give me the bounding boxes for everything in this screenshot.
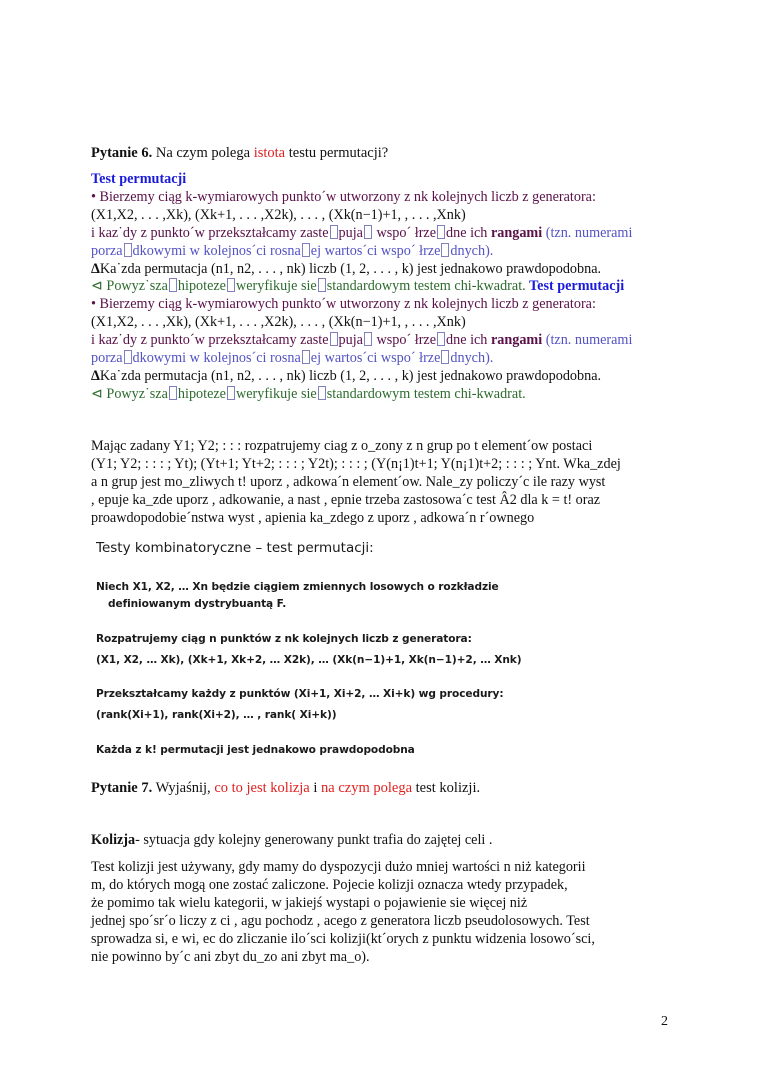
figure-line: (X1, X2, … Xk), (Xk+1, Xk+2, … X2k), … (Xk(n−1)+1, Xk(n−1)+2, … Xnk) [96,654,522,666]
missing-glyph-box [124,350,132,364]
missing-glyph-box [441,243,449,257]
permutation-test-figure [96,540,522,762]
perm-line-4-repeat: porza dkowymi w kolejnos´ci rosna ej wartos´ci wspo´ łrze dnych). [91,350,494,367]
missing-glyph-box [169,386,177,400]
missing-glyph-box [318,278,326,292]
delta-symbol: Δ [91,367,100,384]
figure-line: (rank(Xi+1), rank(Xi+2), … , rank( Xi+k)) [96,709,337,721]
missing-glyph-box [227,386,235,400]
figure-line: Rozpatrujemy ciąg n punktów z nk kolejnych liczb z generatora: [96,633,472,645]
perm-line-3-repeat: i kaz˙dy z punkto´w przekształcamy zaste puja wspo´ łrze dne ich rangami (tzn. numerami [91,332,633,349]
missing-glyph-box [227,278,235,292]
missing-glyph-box [318,386,326,400]
paragraph-grouped-permutation: Mając zadany Y1; Y2; : : : rozpatrujemy ciag z o_zony z n grup po t element´ow postaci (Y1; Y2; : : : ; Yt); (Yt+1; Yt+2; : : : ; Y2t); : : : ; (Y(n¡1)t+1; Y(n¡1)t+2; : : : ; Ynt. Wka_zdej a n grup jest mo_zliwych t! uporz , adkowa´n element´ow. Nale_zy policzy´c ile razy wyst , epuje ka_zde uporz , adkowanie, a nast , epnie trzeba zastosowa´c test Â2 dla k = t! oraz proawdopodobie´nstwa wyst , apienia ka_zdego z uporz , adkowa´n r´ownego [91,438,621,526]
perm-line-5-repeat: ΔKa˙zda permutacja (n1, n2, . . . , nk) liczb (1, 2, . . . , k) jest jednakowo prawdopodobna. [91,367,602,384]
perm-line-3: i kaz˙dy z punkto´w przekształcamy zaste puja wspo´ łrze dne ich rangami (tzn. numerami [91,224,633,241]
perm-line-6-repeat: ⊲ Powyz˙sza hipoteze weryfikuje sie standardowym testem chi-kwadrat. [91,385,526,402]
missing-glyph-box [302,350,310,364]
missing-glyph-box [302,243,310,257]
question-6-highlight: istota [253,145,286,161]
permutation-test-section [91,171,691,404]
missing-glyph-box [364,225,372,239]
question-7-label: Pytanie 7. [91,780,153,796]
collision-term: Kolizja [91,832,136,848]
question-7: Pytanie 7. Wyjaśnij, co to jest kolizja i na czym polega test kolizji. [91,780,481,796]
perm-line-5: ΔKa˙zda permutacja (n1, n2, . . . , nk) liczb (1, 2, . . . , k) jest jednakowo prawdopodobna. [91,260,602,277]
missing-glyph-box [437,332,445,346]
section-heading: Test permutacji [91,171,187,187]
figure-line: definiowanym dystrybuantą F. [108,598,287,610]
missing-glyph-box [437,225,445,239]
perm-line-1-repeat: • Bierzemy ciąg k-wymiarowych punkto´w utworzony z nk kolejnych liczb z generatora: [91,296,596,313]
figure-line: Niech X1, X2, … Xn będzie ciągiem zmiennych losowych o rozkładzie [96,581,499,593]
perm-line-4: porza dkowymi w kolejnos´ci rosna ej wartos´ci wspo´ łrze dnych). [91,242,494,259]
page-number: 2 [661,1014,668,1029]
paragraph-collision-test: Test kolizji jest używany, gdy mamy do dyspozycji dużo mniej wartości n niż kategorii m, do których mogą one zostać zaliczone. Pojecie kolizji oznacza wtedy przypadek, że pomimo tak wielu kategorii, w jakiejś wystapi o pojawienie sie więcej niż jednej spo´sr´o liczy z ci , agu pochodz , acego z generatora liczb pseudolosowych. Test sprowadza si, e wi, ec do zliczanie ilo´sci kolizji(kt´orych z punktu widzenia losowo´sci, nie powinno by´c ani zbyt du_zo ani zbyt ma_o). [91,859,595,965]
perm-line-1: • Bierzemy ciąg k-wymiarowych punkto´w utworzony z nk kolejnych liczb z generatora: [91,188,596,205]
figure-title: Testy kombinatoryczne – test permutacji: [96,540,374,556]
missing-glyph-box [364,332,372,346]
collision-definition: Kolizja- sytuacja gdy kolejny generowany punkt trafia do zajętej celi . [91,832,493,848]
question-6: Pytanie 6. Na czym polega istota testu permutacji? [91,145,389,161]
missing-glyph-box [330,225,338,239]
perm-line-2-repeat: (X1,X2, . . . ,Xk), (Xk+1, . . . ,X2k), . . . , (Xk(n−1)+1, , . . . ,Xnk) [91,314,466,331]
perm-line-2: (X1,X2, . . . ,Xk), (Xk+1, . . . ,X2k), . . . , (Xk(n−1)+1, , . . . ,Xnk) [91,206,466,223]
delta-symbol: Δ [91,260,100,277]
perm-line-6: ⊲ Powyz˙sza hipoteze weryfikuje sie standardowym testem chi-kwadrat. Test permutacji [91,278,625,295]
figure-line: Każda z k! permutacji jest jednakowo prawdopodobna [96,744,415,756]
missing-glyph-box [330,332,338,346]
missing-glyph-box [169,278,177,292]
figure-line: Przekształcamy każdy z punktów (Xi+1, Xi+2, … Xi+k) wg procedury: [96,688,504,700]
missing-glyph-box [124,243,132,257]
missing-glyph-box [441,350,449,364]
question-6-label: Pytanie 6. [91,145,153,161]
